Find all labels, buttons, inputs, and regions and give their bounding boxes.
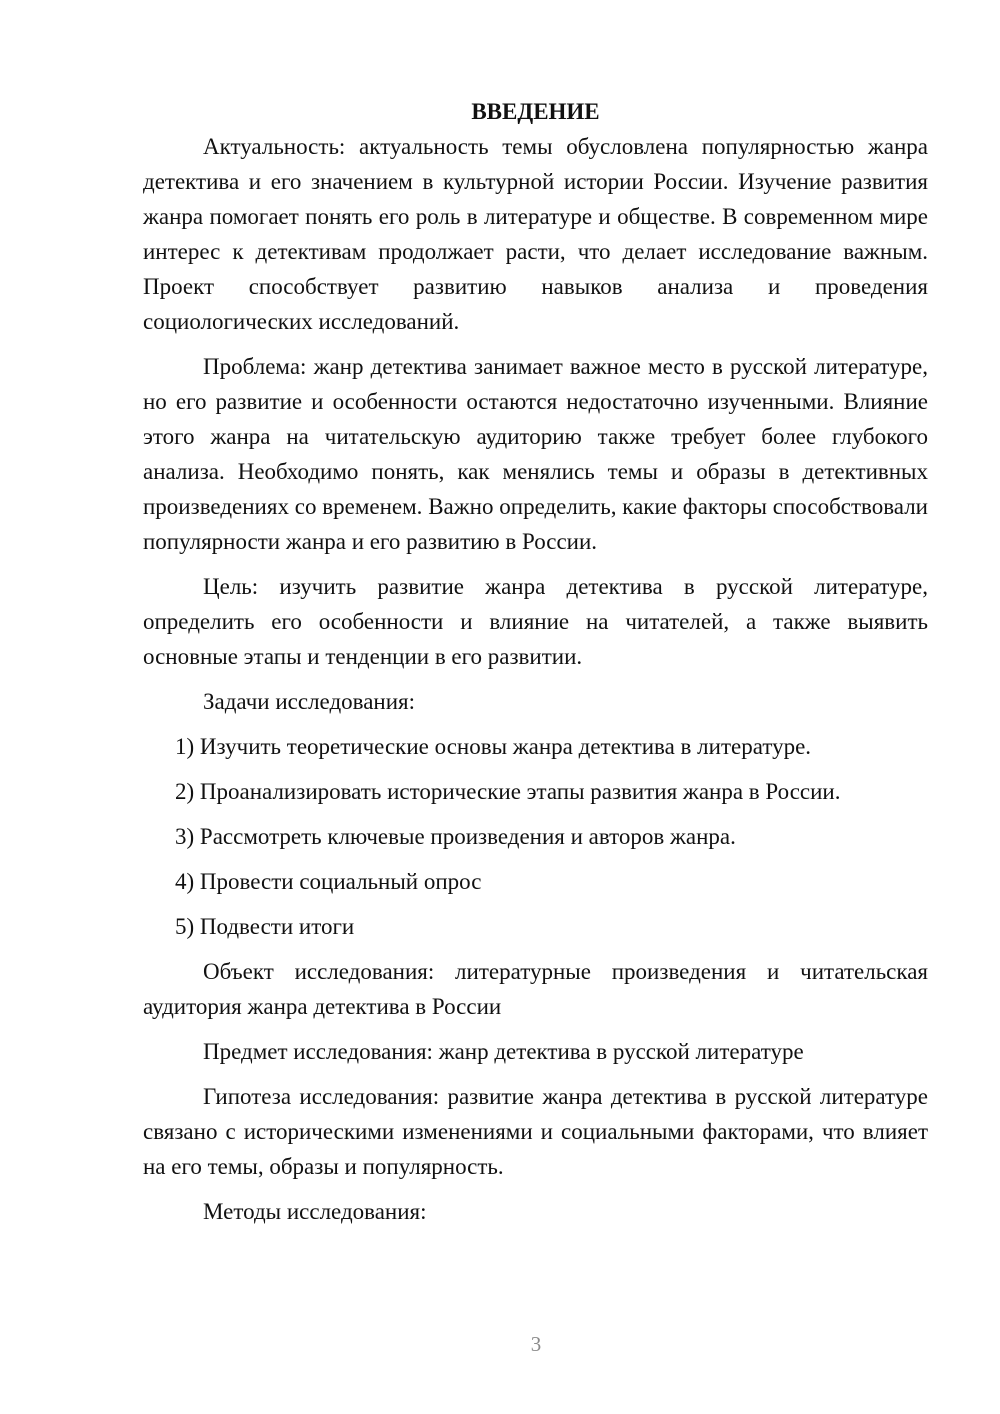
paragraph-methods: Методы исследования:	[203, 1199, 427, 1224]
paragraph-tasks-intro: Задачи исследования:	[203, 689, 416, 714]
paragraph-subject: Предмет исследования: жанр детектива в русской литературе	[203, 1039, 804, 1064]
task-item-1: 1) Изучить теоретические основы жанра детектива в литературе.	[175, 734, 812, 759]
paragraph-object: Объект исследования: литературные произведения и читательская аудитория жанра детектива в России	[143, 959, 928, 1019]
page-number: 3	[530, 1332, 542, 1356]
paragraph-problem: Проблема: жанр детектива занимает важное место в русской литературе, но его развитие и особенности остаются недостаточно изученными. Влияние этого жанра на читательскую аудиторию также требует более глубокого анализа. Необходимо понять, как менялись темы и образы в детективных произведениях со временем. Важно определить, какие факторы способствовали популярности жанра и его развитию в России.	[143, 354, 928, 554]
task-item-5: 5) Подвести итоги	[175, 914, 355, 939]
paragraph-goal: Цель: изучить развитие жанра детектива в русской литературе, определить его особенности и влияние на читателей, а также выявить основные этапы и тенденции в его развитии.	[143, 574, 928, 669]
paragraph-hypothesis: Гипотеза исследования: развитие жанра детектива в русской литературе связано с историческими изменениями и социальными факторами, что влияет на его темы, образы и популярность.	[143, 1084, 928, 1179]
task-item-4: 4) Провести социальный опрос	[175, 869, 482, 894]
task-item-2: 2) Проанализировать исторические этапы развития жанра в России.	[175, 779, 841, 804]
task-list	[143, 729, 928, 944]
section-heading: ВВЕДЕНИЕ	[471, 99, 600, 124]
task-item-3: 3) Рассмотреть ключевые произведения и авторов жанра.	[175, 824, 736, 849]
paragraph-relevance: Актуальность: актуальность темы обусловлена популярностью жанра детектива и его значением в культурной истории России. Изучение развития жанра помогает понять его роль в литературе и обществе. В современном мире интерес к детективам продолжает расти, что делает исследование важным. Проект способствует развитию навыков анализа и проведения социологических исследований.	[143, 134, 928, 334]
page-content	[143, 94, 928, 1239]
